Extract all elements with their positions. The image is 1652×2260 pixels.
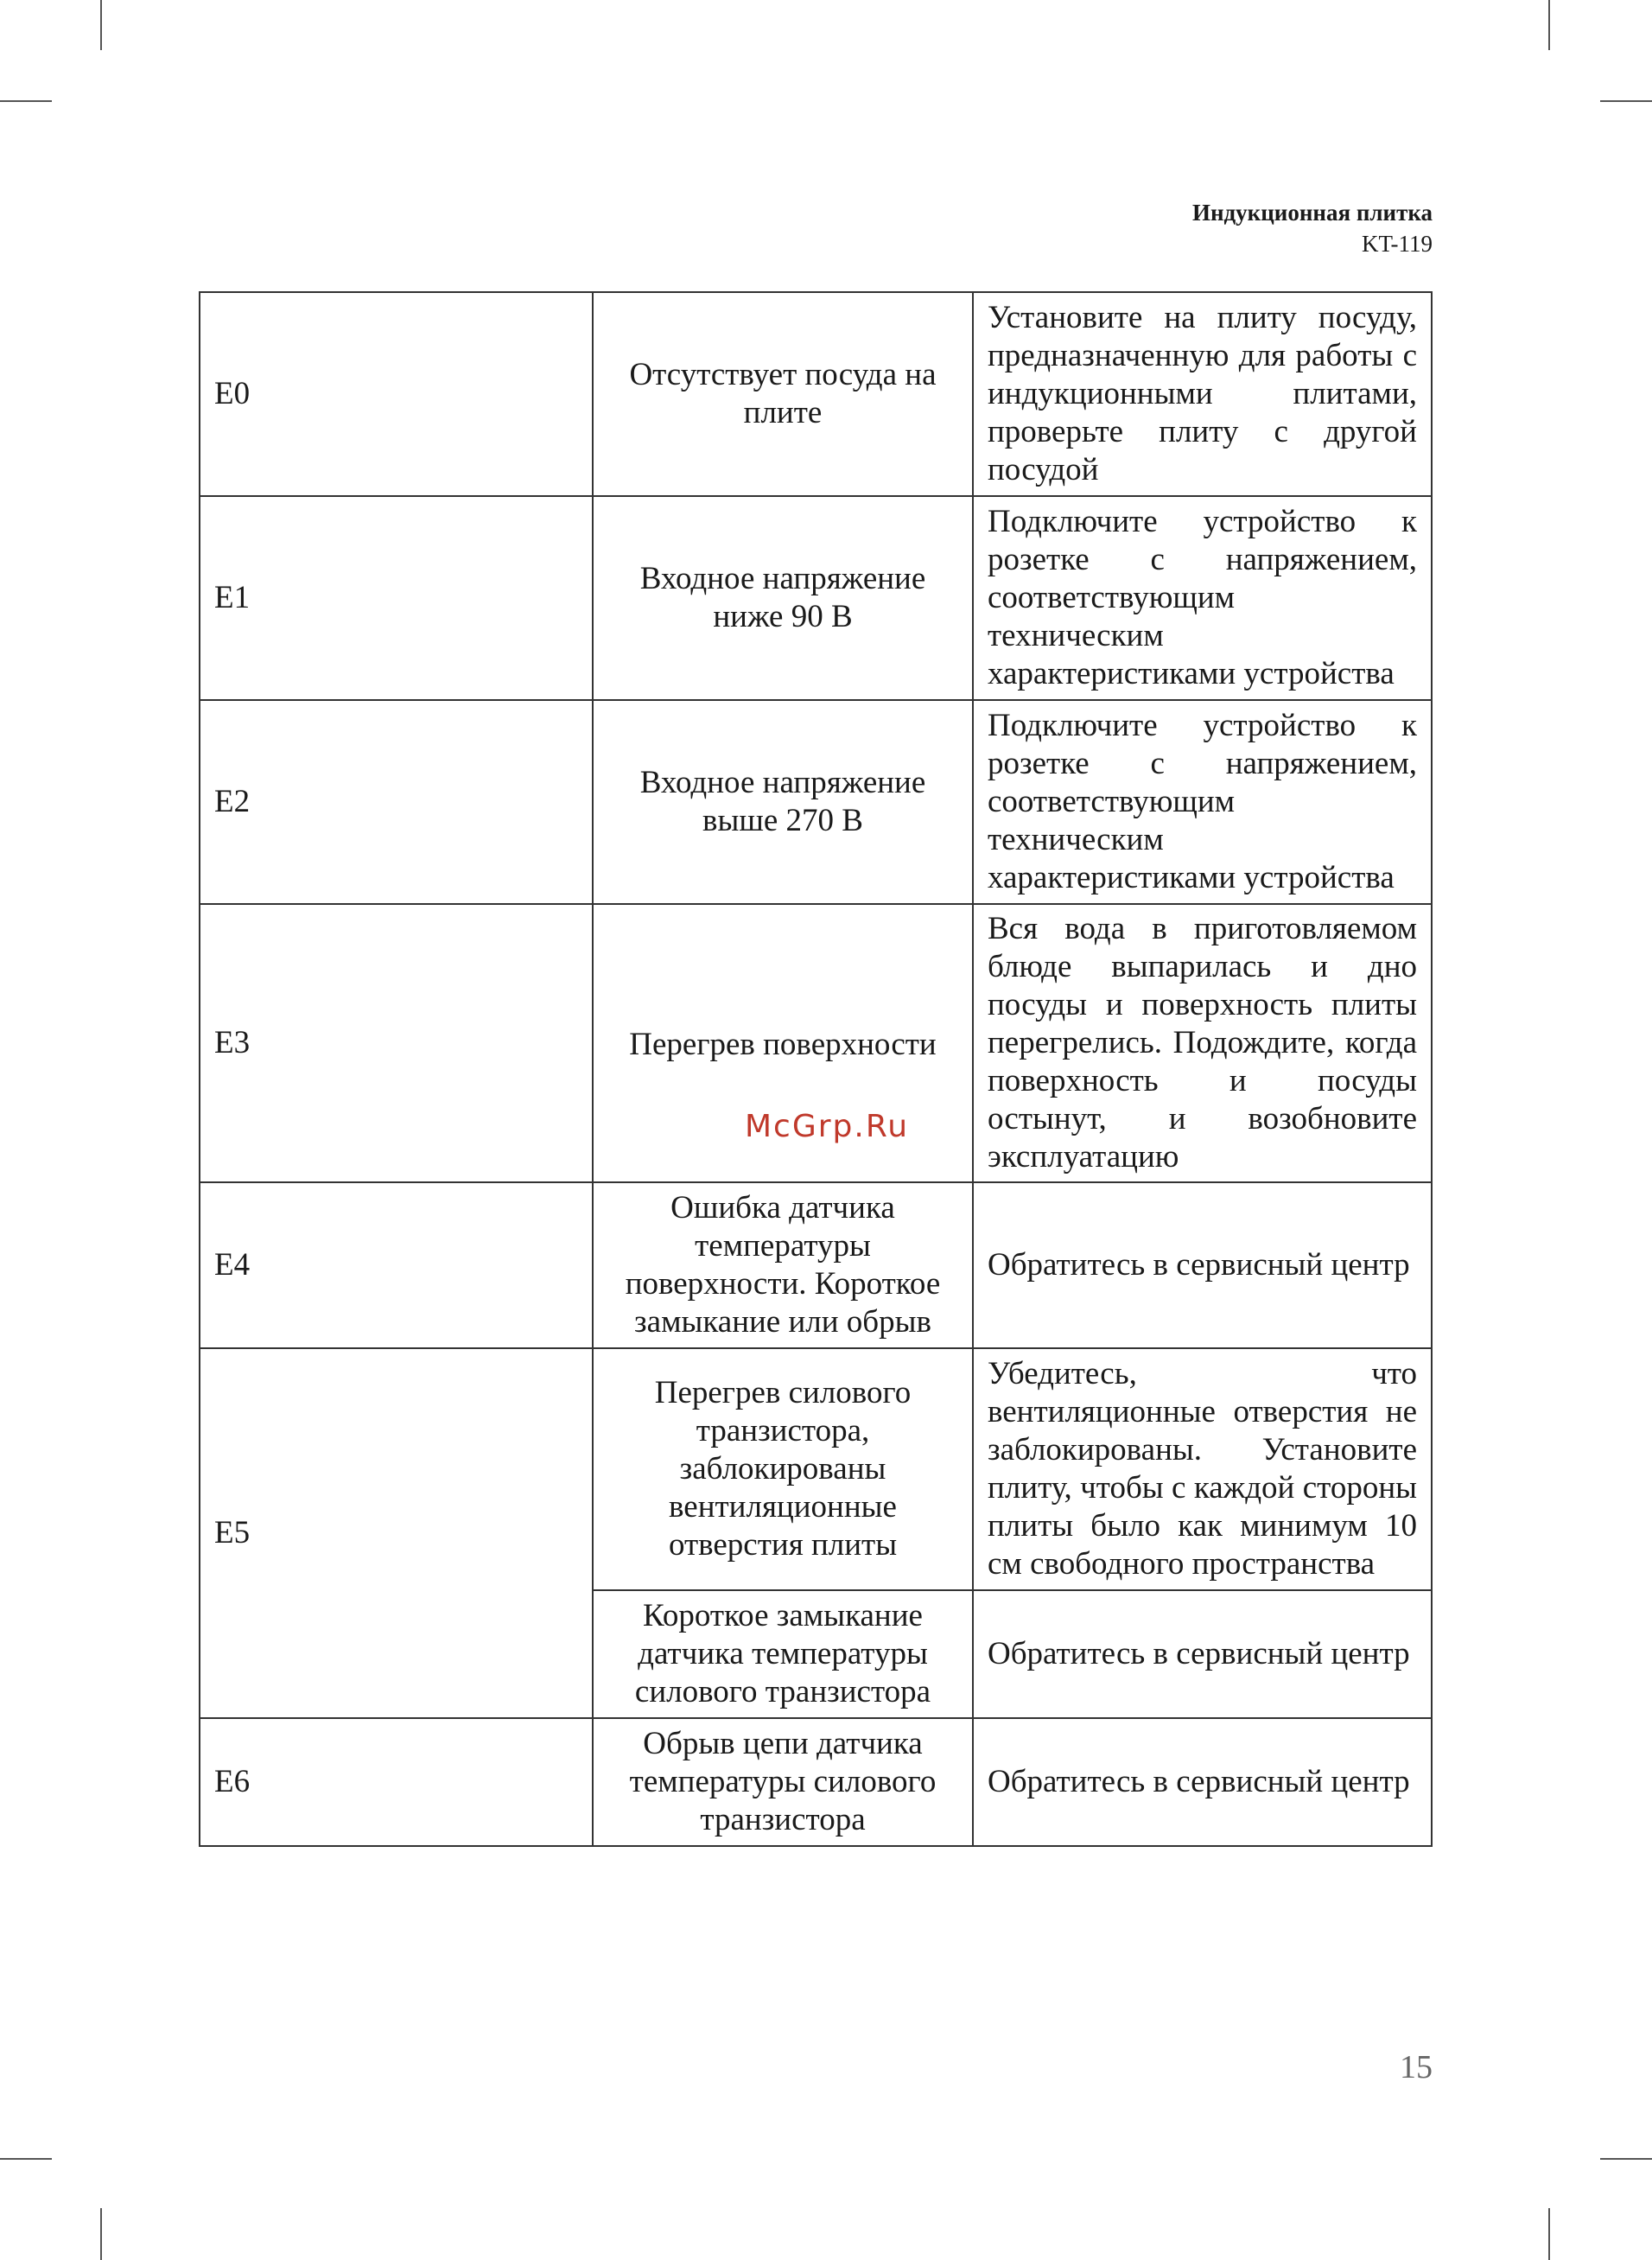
table-row <box>200 292 1432 496</box>
error-cause: Входное напряжение ниже 90 В <box>593 496 973 700</box>
crop-mark <box>1600 100 1652 102</box>
error-code: E3 <box>200 904 593 1182</box>
error-code: E1 <box>200 496 593 700</box>
crop-mark <box>1600 2158 1652 2160</box>
error-code: E4 <box>200 1182 593 1348</box>
error-solution: Установите на плиту посуду, предназначенную для работы с индукционными плитами, проверьте плиту с другой посудой <box>973 292 1432 496</box>
table-row <box>200 496 1432 700</box>
crop-mark <box>100 2208 102 2260</box>
error-code: E5 <box>200 1348 593 1718</box>
error-cause: Короткое замыкание датчика температуры силового транзистора <box>593 1590 973 1718</box>
table-row <box>200 1348 1432 1590</box>
error-solution: Убедитесь, что вентиляционные отверстия не заблокированы. Установите плиту, чтобы с каждой стороны плиты было как минимум 10 см свободного пространства <box>973 1348 1432 1590</box>
crop-mark <box>1548 2208 1550 2260</box>
crop-mark <box>0 100 52 102</box>
crop-mark <box>0 2158 52 2160</box>
crop-mark <box>100 0 102 50</box>
error-cause: Ошибка датчика температуры поверхности. Короткое замыкание или обрыв <box>593 1182 973 1348</box>
error-solution: Обратитесь в сервисный центр <box>973 1718 1432 1846</box>
product-model: KT-119 <box>1361 231 1433 257</box>
error-cause: Перегрев поверхности <box>593 904 973 1182</box>
error-code: E2 <box>200 700 593 904</box>
error-codes-table <box>199 291 1433 1847</box>
error-cause: Обрыв цепи датчика температуры силового транзистора <box>593 1718 973 1846</box>
product-title: Индукционная плитка <box>1191 200 1433 226</box>
error-solution: Подключите устройство к розетке с напряжением, соответствующим техническим характеристиками устройства <box>973 496 1432 700</box>
table-row <box>200 700 1432 904</box>
watermark: McGrp.Ru <box>745 1109 910 1144</box>
error-code: E6 <box>200 1718 593 1846</box>
error-cause: Отсутствует посуда на плите <box>593 292 973 496</box>
error-code: E0 <box>200 292 593 496</box>
page-header <box>1192 197 1433 259</box>
table-row <box>200 1718 1432 1846</box>
error-cause: Входное напряжение выше 270 В <box>593 700 973 904</box>
error-solution: Обратитесь в сервисный центр <box>973 1590 1432 1718</box>
error-solution: Вся вода в приготовляемом блюде выпарилась и дно посуды и поверхность плиты перегрелись. Подождите, когда поверхность и посуды остынут, и возобновите эксплуатацию <box>973 904 1432 1182</box>
crop-mark <box>1548 0 1550 50</box>
error-solution: Обратитесь в сервисный центр <box>973 1182 1432 1348</box>
error-cause: Перегрев силового транзистора, заблокированы вентиляционные отверстия плиты <box>593 1348 973 1590</box>
page-number: 15 <box>1400 2049 1433 2085</box>
error-solution: Подключите устройство к розетке с напряжением, соответствующим техническим характеристиками устройства <box>973 700 1432 904</box>
table-row <box>200 1182 1432 1348</box>
